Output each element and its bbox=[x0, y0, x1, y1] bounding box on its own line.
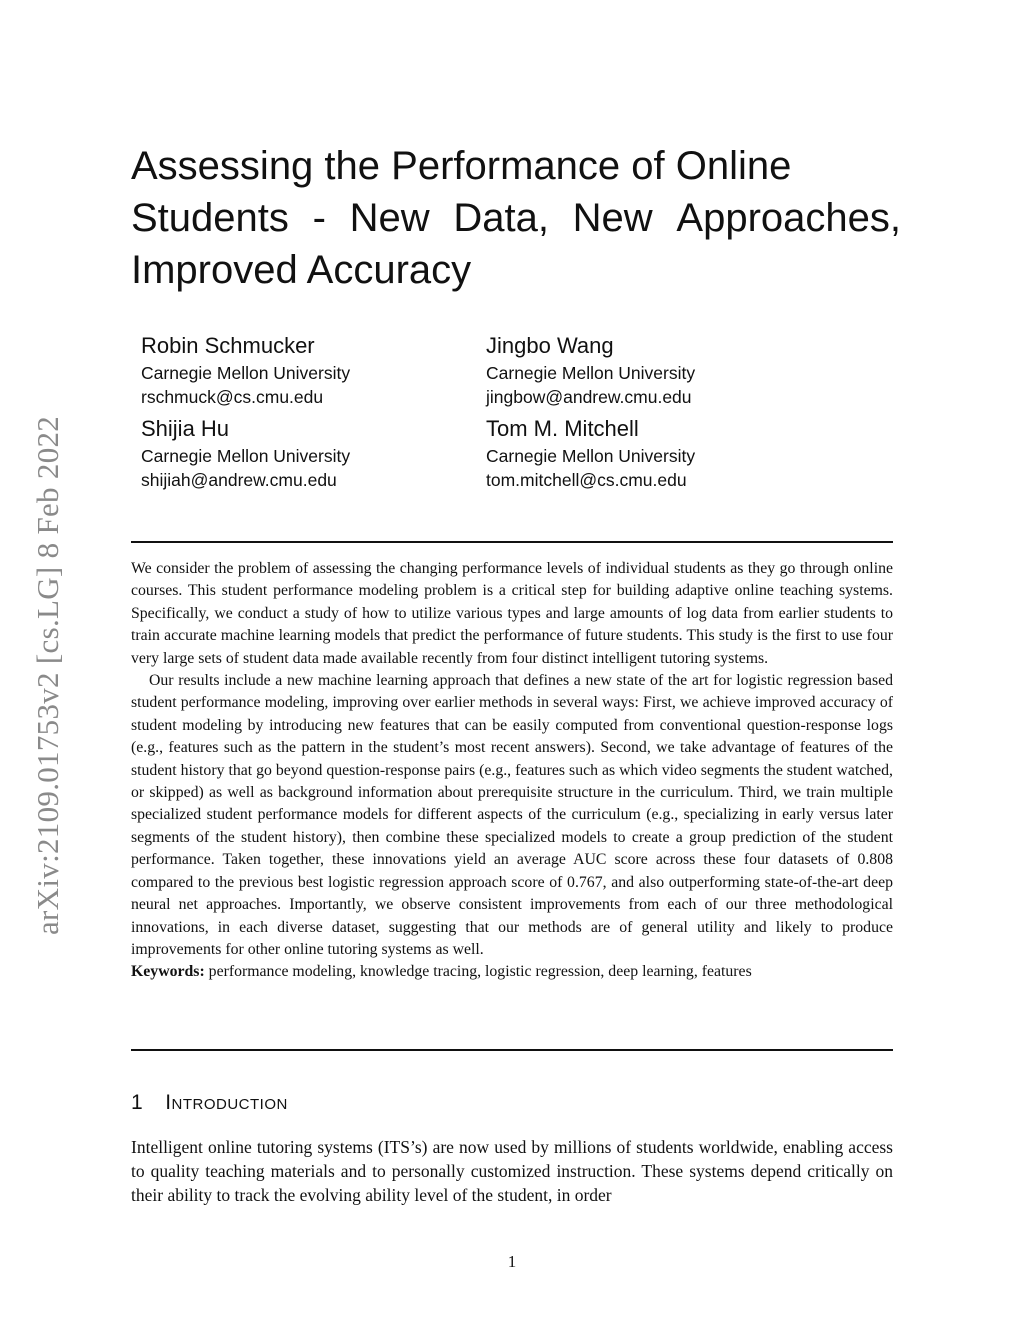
paper-title bbox=[131, 140, 901, 296]
title-word: New bbox=[572, 196, 653, 240]
author-email[interactable]: jingbow@andrew.cmu.edu bbox=[486, 387, 692, 407]
section-number: 1 bbox=[131, 1091, 144, 1114]
author-email[interactable]: shijiah@andrew.cmu.edu bbox=[141, 470, 337, 490]
author-name: Jingbo Wang bbox=[486, 333, 614, 358]
title-word: - bbox=[312, 196, 326, 240]
abstract-paragraph: We consider the problem of assessing the changing performance levels of individual students as they go through online courses. This student performance modeling problem is a critical step for building adaptive online teaching systems. Specifically, we conduct a study of how to utilize various types and large amounts of log data from earlier students to train accurate machine learning models that predict the performance of future students. This study is the first to use four very large sets of student data made available recently from four distinct intelligent tutoring systems. bbox=[131, 560, 893, 667]
author-affiliation: Carnegie Mellon University bbox=[486, 446, 696, 466]
author-block bbox=[486, 331, 695, 409]
author-name: Robin Schmucker bbox=[141, 333, 315, 358]
title-line: Assessing the Performance of Online bbox=[131, 144, 792, 188]
author-block bbox=[486, 414, 695, 492]
title-line bbox=[131, 192, 901, 244]
author-block bbox=[141, 331, 350, 409]
arxiv-identifier: arXiv:2109.01753v2 [cs.LG] 8 Feb 2022 bbox=[30, 415, 65, 935]
title-word: Data, bbox=[453, 196, 549, 240]
author-name: Shijia Hu bbox=[141, 416, 230, 441]
author-email[interactable]: rschmuck@cs.cmu.edu bbox=[141, 387, 324, 407]
author-affiliation: Carnegie Mellon University bbox=[486, 363, 696, 383]
title-word: Students bbox=[131, 196, 289, 240]
keywords-list: performance modeling, knowledge tracing, logistic regression, deep learning, features bbox=[208, 963, 752, 981]
title-word: New bbox=[349, 196, 430, 240]
abstract-paragraph: Our results include a new machine learning approach that defines a new state of the art for logistic regression based student performance modeling, improving over earlier methods in several ways: First, we achieve improved accuracy of student modeling by introducing new features that can be easily computed from conventional question-response logs (e.g., features such as the pattern in the student’s most recent answers). Second, we take advantage of features of the student history that go beyond question-response pairs (e.g., features such as which video segments the student watched, or skipped) as well as background information about prerequisite structure in the curriculum. Third, we train multiple specialized student performance models for different aspects of the curriculum (e.g., specializing in early versus later segments of the student history), then combine these specialized models to create a group prediction of the student performance. Taken together, these innovations yield an average AUC score across these four datasets of 0.808 compared to the previous best logistic regression approach score of 0.767, and also outperforming state-of-the-art deep neural net approaches. Importantly, we observe consistent improvements from each of our three methodological innovations, in each diverse dataset, suggesting that our methods are of general utility and likely to produce improvements for other online tutoring systems as well. bbox=[131, 672, 893, 958]
author-block bbox=[141, 414, 350, 492]
section-heading bbox=[131, 1091, 288, 1115]
keywords bbox=[131, 961, 893, 983]
abstract bbox=[131, 558, 893, 984]
keywords-label: Keywords: bbox=[131, 963, 205, 981]
abstract-bottom-rule bbox=[131, 1049, 893, 1051]
title-word: Approaches, bbox=[676, 196, 901, 240]
author-affiliation: Carnegie Mellon University bbox=[141, 446, 351, 466]
page-number: 1 bbox=[507, 1252, 517, 1271]
author-affiliation: Carnegie Mellon University bbox=[141, 363, 351, 383]
section-title: Introduction bbox=[165, 1091, 288, 1114]
author-email[interactable]: tom.mitchell@cs.cmu.edu bbox=[486, 470, 687, 490]
title-line: Improved Accuracy bbox=[131, 248, 472, 292]
section-body: Intelligent online tutoring systems (ITS’s) are now used by millions of students worldwide, enabling access to quality teaching materials and to personally customized instruction. These systems depend critically on their ability to track the evolving ability level of the student, in order bbox=[131, 1137, 893, 1205]
abstract-top-rule bbox=[131, 541, 893, 543]
author-name: Tom M. Mitchell bbox=[486, 416, 639, 441]
